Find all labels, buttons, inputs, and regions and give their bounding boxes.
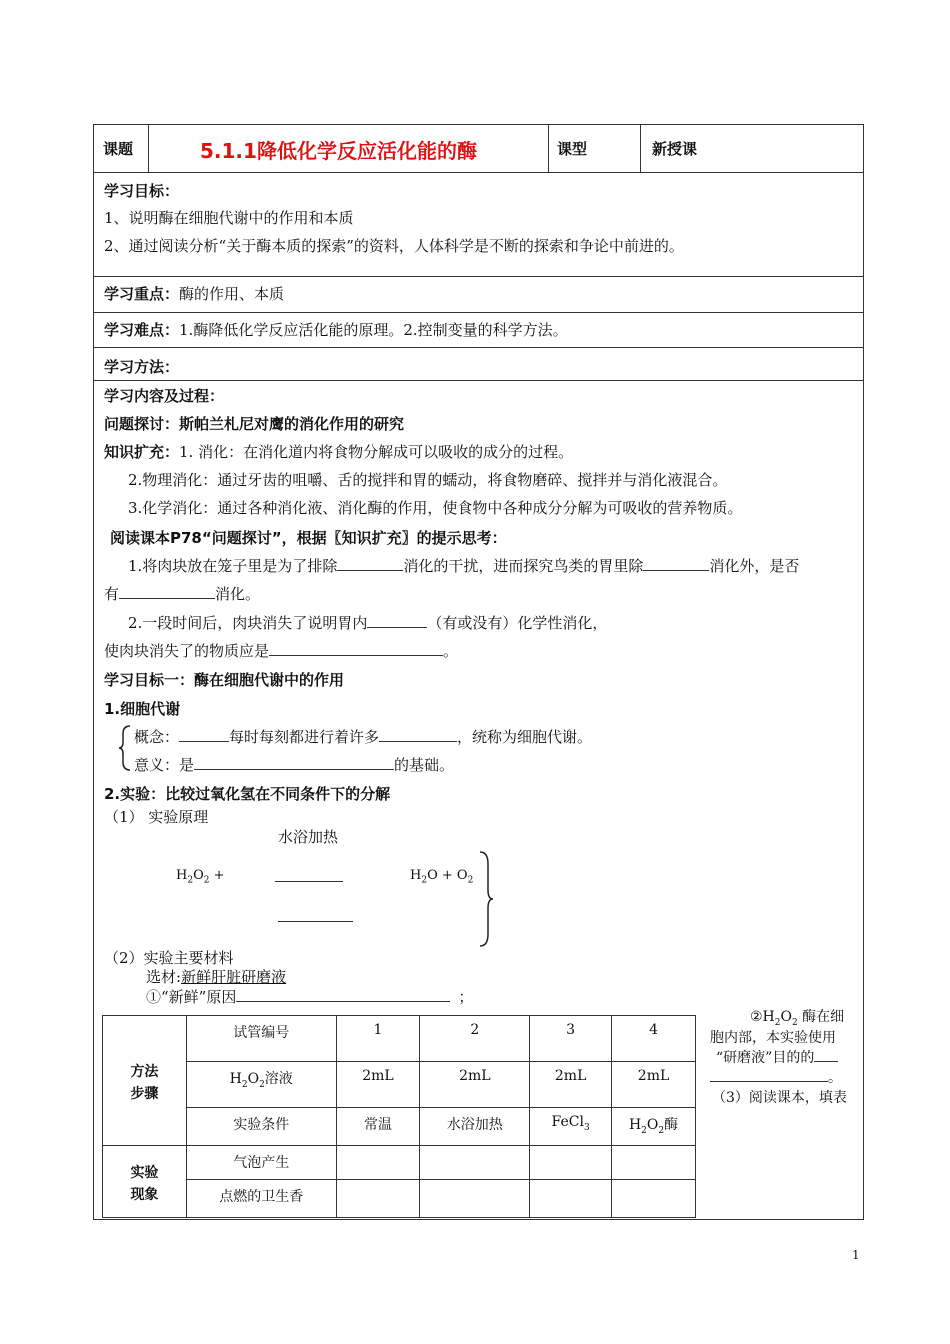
method-steps-label: 方法步骤: [103, 1016, 187, 1146]
page-title: 5.1.1降低化学反应活化能的酶: [200, 139, 477, 163]
objective-2: 2、通过阅读分析“关于酶本质的探索”的资料，人体科学是不断的探索和争论中前进的。: [104, 237, 684, 255]
products: $H_2O + O_2$: [410, 868, 474, 886]
divider: [93, 312, 864, 313]
material-choice: 选材:新鲜肝脏研磨液: [146, 968, 287, 986]
meaning: 意义：是 的基础。: [134, 756, 455, 774]
tube-3: 3: [530, 1016, 612, 1062]
volume-2: 2mL: [420, 1062, 530, 1108]
divider: [93, 172, 864, 173]
question-2-cont: 使肉块消失了的物质应是 。: [104, 642, 459, 660]
condition-1: 常温: [336, 1108, 420, 1146]
side-text-1: $②H_2O_2$ 酶在细: [750, 1009, 845, 1028]
divider: [548, 124, 549, 172]
row-bubble-label: 气泡产生: [186, 1146, 336, 1180]
ext-2: 2.物理消化：通过牙齿的咀嚼、舌的搅拌和胃的蠕动，将食物磨碎、搅拌并与消化液混合。: [128, 471, 728, 489]
method-label: 学习方法：: [104, 358, 180, 376]
difficulties: 学习难点：1.酶降低化学反应活化能的原理。2.控制变量的科学方法。: [104, 321, 568, 339]
tube-4: 4: [612, 1016, 696, 1062]
phenomenon-label: 实验现象: [103, 1146, 187, 1218]
table-cell: [612, 1180, 696, 1218]
table-cell: [530, 1146, 612, 1180]
condition-4: $H_2O_2$酶: [612, 1108, 696, 1146]
principle-label: （1） 实验原理: [104, 808, 209, 826]
divider: [93, 347, 864, 348]
volume-1: 2mL: [336, 1062, 420, 1108]
side-text-2: 胞内部，本实验使用: [710, 1030, 836, 1046]
side-text-3: “研磨液”目的的: [716, 1047, 838, 1067]
reactant: $H_2O_2$ +: [176, 868, 225, 886]
row-incense-label: 点燃的卫生香: [186, 1180, 336, 1218]
tube-2: 2: [420, 1016, 530, 1062]
heat-label: 水浴加热: [278, 828, 339, 846]
type-label: 课型: [557, 140, 588, 158]
question-2: 2.一段时间后，肉块消失了说明胃内 （有或没有）化学性消化，: [128, 614, 608, 632]
ext-1: 知识扩充：1. 消化：在消化道内将食物分解成可以吸收的成分的过程。: [104, 443, 574, 461]
arrow-blank-top: [275, 881, 343, 882]
condition-3: FeCl$_3$: [530, 1108, 612, 1146]
table-cell: [420, 1146, 530, 1180]
border-bottom: [93, 1219, 864, 1220]
fresh-reason: ①“新鲜”原因 ；: [146, 988, 474, 1006]
ext-3: 3.化学消化：通过各种消化液、消化酶的作用，使食物中各种成分分解为可吸收的营养物质。: [128, 499, 743, 517]
goal1-sub1: 1.细胞代谢: [104, 700, 181, 718]
row-condition-label: 实验条件: [186, 1108, 336, 1146]
materials-label: （2）实验主要材料: [104, 949, 234, 967]
page-number: 1: [852, 1248, 860, 1262]
table-cell: [530, 1180, 612, 1218]
question-1-cont: 有 消化。: [104, 585, 261, 603]
problem-heading: 问题探讨：斯帕兰札尼对鹰的消化作用的研究: [104, 415, 405, 433]
row-tube-label: 试管编号: [186, 1016, 336, 1062]
divider: [93, 380, 864, 381]
volume-3: 2mL: [530, 1062, 612, 1108]
tube-1: 1: [336, 1016, 420, 1062]
border-left: [93, 124, 94, 1220]
arrow-blank-bottom: [278, 921, 353, 922]
key-points: 学习重点：酶的作用、本质: [104, 285, 285, 303]
divider: [640, 124, 641, 172]
table-cell: [420, 1180, 530, 1218]
border-top: [93, 124, 864, 125]
side-text-5: （3）阅读课本，填表: [712, 1090, 847, 1106]
condition-2: 水浴加热: [420, 1108, 530, 1146]
objectives-heading: 学习目标：: [104, 182, 180, 200]
divider: [93, 276, 864, 277]
question-1: 1.将肉块放在笼子里是为了排除 消化的干扰，进而探究鸟类的胃里除 消化外，是否: [128, 557, 800, 575]
goal1-sub2: 2.实验：比较过氧化氢在不同条件下的分解: [104, 785, 391, 803]
divider: [148, 124, 149, 172]
side-text-4: 。: [710, 1067, 842, 1087]
right-brace-icon: [478, 850, 494, 948]
table-cell: [336, 1180, 420, 1218]
type-value: 新授课: [652, 140, 698, 158]
experiment-table: [102, 1015, 696, 1218]
row-h2o2-label: $H_2O_2$溶液: [186, 1062, 336, 1108]
concept: 概念： 每时每刻都进行着许多 ，统称为细胞代谢。: [134, 728, 593, 746]
goal1-heading: 学习目标一：酶在细胞代谢中的作用: [104, 671, 345, 689]
content-heading: 学习内容及过程：: [104, 387, 225, 405]
table-cell: [612, 1146, 696, 1180]
table-cell: [336, 1146, 420, 1180]
objective-1: 1、说明酶在细胞代谢中的作用和本质: [104, 209, 354, 227]
border-right: [863, 124, 864, 1220]
read-instruction: 阅读课本P78“问题探讨”，根据〖知识扩充〗的提示思考：: [110, 529, 507, 547]
topic-label: 课题: [103, 140, 134, 158]
volume-4: 2mL: [612, 1062, 696, 1108]
brace-icon: [118, 724, 132, 772]
